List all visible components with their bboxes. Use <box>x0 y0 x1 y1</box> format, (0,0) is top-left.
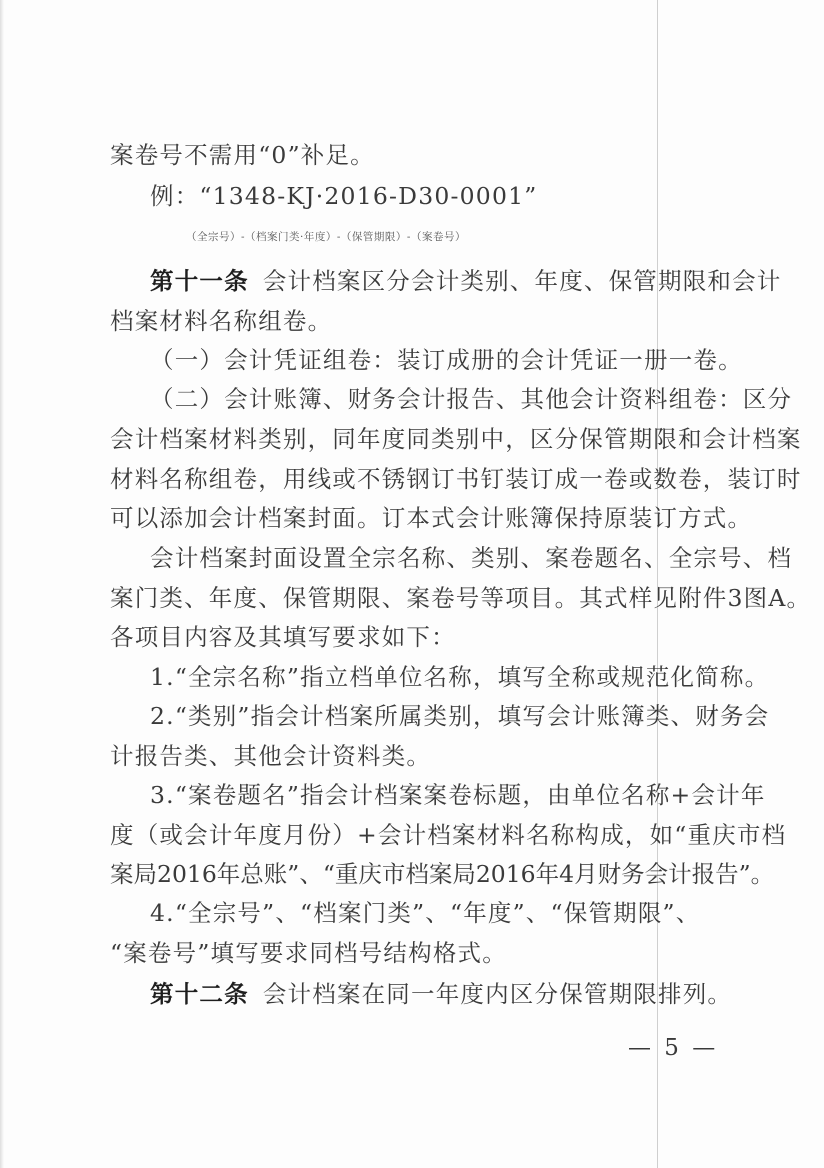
text-line: 4.“全宗号”、“档案门类”、“年度”、“保管期限”、 <box>150 899 701 927</box>
article-11-label: 第十一条 <box>150 267 249 295</box>
text-line: 3.“案卷题名”指会计档案案卷标题，由单位名称+会计年 <box>150 781 766 809</box>
article-11-line <box>150 266 782 296</box>
text-line: （一）会计凭证组卷：装订成册的会计凭证一册一卷。 <box>150 346 743 374</box>
text-line: （二）会计账簿、财务会计报告、其他会计资料组卷：区分 <box>150 385 793 413</box>
article-11-text: 会计档案区分会计类别、年度、保管期限和会计 <box>262 267 782 295</box>
text-line: 2.“类别”指会计档案所属类别，填写会计账簿类、财务会 <box>150 702 770 730</box>
text-line: 案门类、年度、保管期限、案卷号等项目。其式样见附件3图A。 <box>110 584 812 612</box>
text-line: 材料名称组卷，用线或不锈钢订书钉装订成一卷或数卷，装订时 <box>110 465 802 493</box>
article-12-text: 会计档案在同一年度内区分保管期限排列。 <box>262 980 733 1008</box>
article-12-label: 第十二条 <box>150 980 249 1008</box>
text-line: 度（或会计年度月份）+会计档案材料名称构成，如“重庆市档 <box>110 821 787 849</box>
page-number: — 5 — <box>628 1035 719 1061</box>
text-line: 案局2016年总账”、“重庆市档案局2016年4月财务会计报告”。 <box>110 860 775 888</box>
example-line: 例：“1348-KJ·2016-D30-0001” <box>150 182 538 210</box>
text-line: 会计档案封面设置全宗名称、类别、案卷题名、全宗号、档 <box>150 544 793 572</box>
text-line: 计报告类、其他会计资料类。 <box>110 742 432 770</box>
text-line: 各项目内容及其填写要求如下： <box>110 623 456 651</box>
text-line: 可以添加会计档案封面。订本式会计账簿保持原装订方式。 <box>110 504 753 532</box>
text-line: “案卷号”填写要求同档号结构格式。 <box>110 939 507 967</box>
text-line: 案卷号不需用“0”补足。 <box>110 141 375 169</box>
text-line: 1.“全宗名称”指立档单位名称，填写全称或规范化简称。 <box>150 663 770 691</box>
text-line: 档案材料名称组卷。 <box>110 307 333 335</box>
article-12-line <box>150 979 732 1009</box>
archive-code-note: （全宗号）-（档案门类·年度）-（保管期限）-（案卷号） <box>186 231 466 243</box>
text-line: 会计档案材料类别，同年度同类别中，区分保管期限和会计档案 <box>110 425 802 453</box>
scan-edge <box>0 0 4 1168</box>
